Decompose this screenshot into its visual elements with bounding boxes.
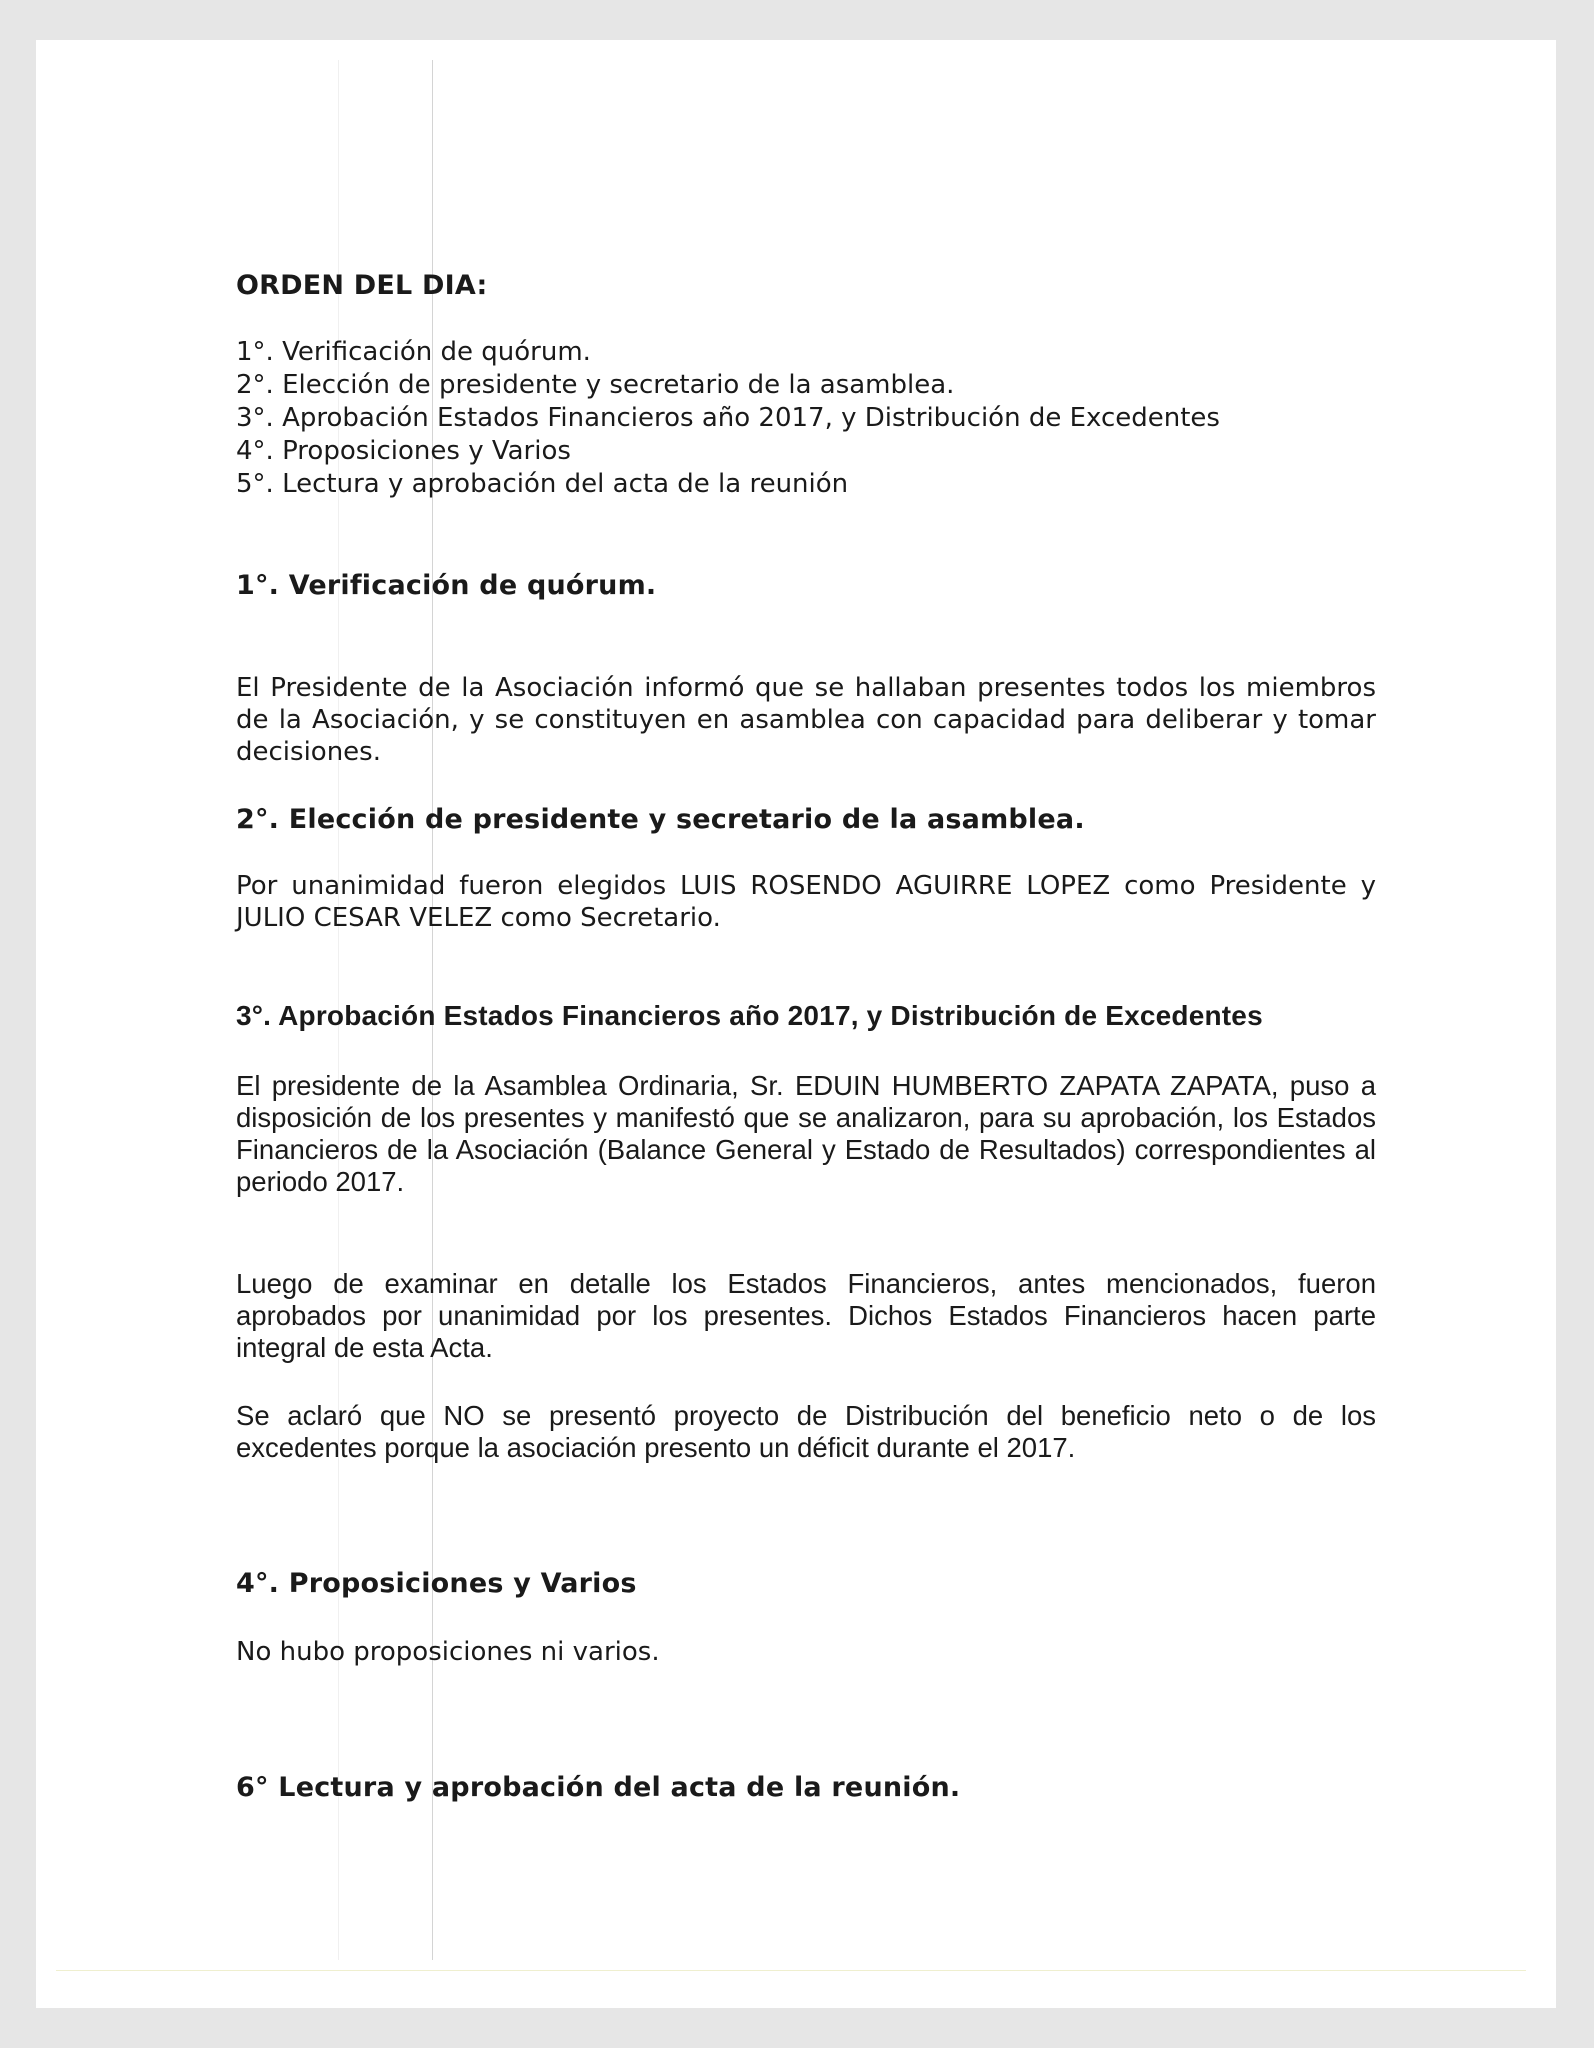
section-paragraph: Se aclaró que NO se presentó proyecto de Distribución del beneficio neto o de los excedentes porque la asociación presento un déficit durante el 2017. xyxy=(236,1400,1376,1463)
section-paragraph: El presidente de la Asamblea Ordinaria, Sr. EDUIN HUMBERTO ZAPATA ZAPATA, puso a disposición de los presentes y manifestó que se analizaron, para su aprobación, los Estados Financieros de la Asociación (Balance General y Estado de Resultados) correspondientes al periodo 2017. xyxy=(236,1070,1376,1197)
section-heading-financials: 3°. Aprobación Estados Financieros año 2017, y Distribución de Excedentes xyxy=(236,1000,1263,1031)
section-heading-quorum: 1°. Verificación de quórum. xyxy=(236,570,657,601)
section-paragraph: No hubo proposiciones ni varios. xyxy=(236,1637,660,1667)
section-paragraph: Luego de examinar en detalle los Estados Financieros, antes mencionados, fueron aprobados por unanimidad por los presentes. Dichos Estados Financieros hacen parte integral de esta Acta. xyxy=(236,1268,1376,1363)
section-heading-election: 2°. Elección de presidente y secretario de la asamblea. xyxy=(236,804,1085,835)
agenda-item: 5°. Lectura y aprobación del acta de la reunión xyxy=(236,469,849,499)
agenda-item: 4°. Proposiciones y Varios xyxy=(236,436,571,466)
section-heading-propositions: 4°. Proposiciones y Varios xyxy=(236,1568,637,1599)
scan-bottom-line xyxy=(56,1970,1526,1971)
section-paragraph: El Presidente de la Asociación informó que se hallaban presentes todos los miembros de la Asociación, y se constituyen en asamblea con capacidad para deliberar y tomar decisiones. xyxy=(236,673,1376,767)
section-heading-reading: 6° Lectura y aprobación del acta de la reunión. xyxy=(236,1772,961,1803)
agenda-item: 2°. Elección de presidente y secretario de la asamblea. xyxy=(236,370,955,400)
section-paragraph: Por unanimidad fueron elegidos LUIS ROSENDO AGUIRRE LOPEZ como Presidente y JULIO CESAR VELEZ como Secretario. xyxy=(236,871,1376,933)
agenda-item: 1°. Verificación de quórum. xyxy=(236,337,591,367)
agenda-list xyxy=(236,336,1220,501)
agenda-title: ORDEN DEL DIA: xyxy=(236,270,488,301)
agenda-item: 3°. Aprobación Estados Financieros año 2017, y Distribución de Excedentes xyxy=(236,403,1220,433)
scanned-page xyxy=(36,40,1556,2008)
